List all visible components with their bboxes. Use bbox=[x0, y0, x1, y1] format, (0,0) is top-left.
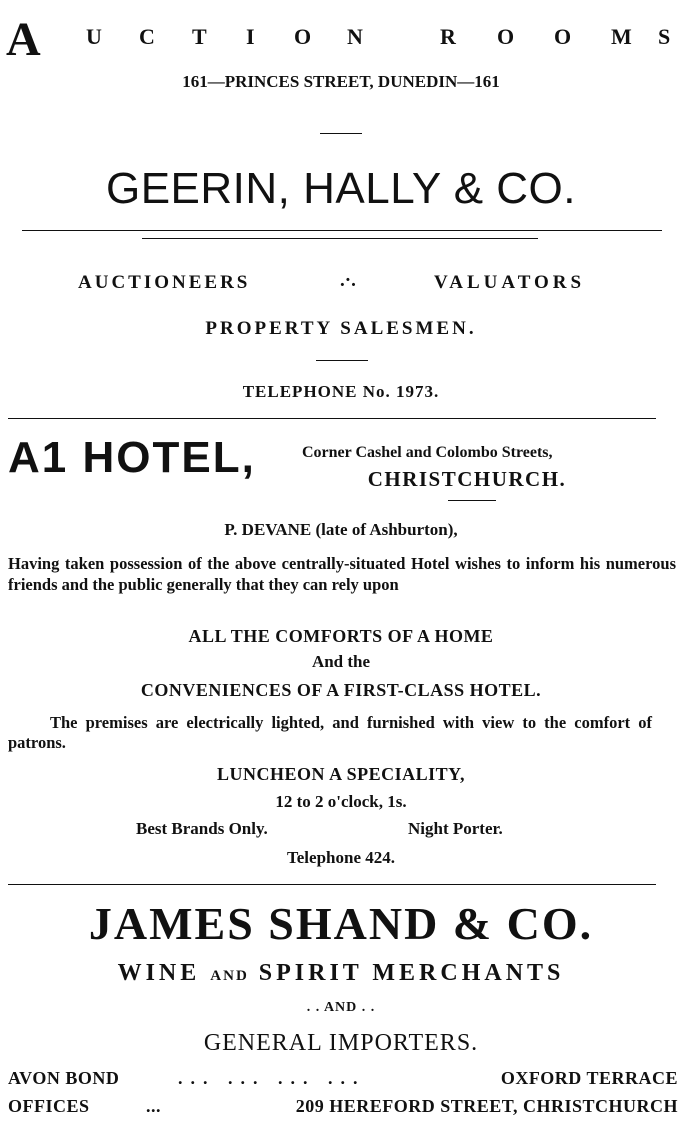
luncheon-heading: LUNCHEON A SPECIALITY, bbox=[217, 764, 465, 784]
hotel-intro-paragraph: Having taken possession of the above centrally-situated Hotel wishes to inform his numerous friends and the public generally that they can rely upon bbox=[8, 554, 676, 594]
luncheon-hours: 12 to 2 o'clock, 1s. bbox=[275, 792, 407, 811]
property-salesmen-label: PROPERTY SALESMEN. bbox=[205, 318, 477, 339]
auction-rooms-letter: T bbox=[192, 24, 208, 49]
leader-dots: ... bbox=[146, 1096, 161, 1116]
auction-rooms-letter: S bbox=[658, 24, 672, 49]
auction-rooms-letter: I bbox=[246, 24, 256, 49]
night-porter-text: Night Porter. bbox=[408, 819, 503, 838]
auction-rooms-letter: C bbox=[139, 24, 156, 49]
general-importers: GENERAL IMPORTERS. bbox=[203, 1030, 479, 1056]
wine-label: WINE bbox=[117, 960, 201, 986]
rule-below-firm bbox=[22, 230, 662, 231]
oxford-terrace-address: OXFORD TERRACE bbox=[500, 1068, 678, 1088]
and-dots-line: . . AND . . bbox=[306, 1000, 376, 1015]
auction-rooms-letter: M bbox=[611, 24, 633, 49]
avon-bond-label: AVON BOND bbox=[8, 1068, 120, 1088]
section-divider bbox=[8, 884, 656, 885]
leader-dots: ... ... ... ... bbox=[178, 1068, 366, 1088]
hotel-corner-address: Corner Cashel and Colombo Streets, bbox=[302, 444, 553, 461]
auction-rooms-letter: R bbox=[440, 24, 457, 49]
auction-rooms-letter: O bbox=[554, 24, 573, 49]
separator-dots: .·. bbox=[340, 270, 356, 291]
offices-label: OFFICES bbox=[8, 1096, 90, 1116]
firm-name-geerin-hally: GEERIN, HALLY & CO. bbox=[105, 164, 577, 213]
comforts-heading: ALL THE COMFORTS OF A HOME bbox=[188, 626, 494, 646]
short-rule bbox=[316, 360, 368, 361]
auction-rooms-initial: A bbox=[6, 13, 41, 66]
and-the-text: And the bbox=[311, 652, 371, 671]
hotel-name: A1 HOTEL, bbox=[8, 433, 256, 482]
auctioneers-label: AUCTIONEERS bbox=[78, 272, 251, 293]
short-rule bbox=[448, 500, 496, 501]
auction-address: 161—PRINCES STREET, DUNEDIN—161 bbox=[182, 72, 500, 91]
conveniences-heading: CONVENIENCES OF A FIRST-CLASS HOTEL. bbox=[140, 680, 542, 700]
auction-rooms-letter: U bbox=[86, 24, 103, 49]
valuators-label: VALUATORS bbox=[434, 272, 586, 293]
auction-rooms-letter: O bbox=[294, 24, 313, 49]
firm-name-james-shand: JAMES SHAND & CO. bbox=[88, 898, 594, 949]
and-small-caps: AND bbox=[210, 968, 249, 984]
hereford-street-address: 209 HEREFORD STREET, CHRISTCHURCH bbox=[295, 1096, 678, 1116]
hotel-city: CHRISTCHURCH. bbox=[367, 467, 567, 491]
section-divider bbox=[8, 418, 656, 419]
rule-below-firm-short bbox=[142, 238, 538, 239]
auction-telephone: TELEPHONE No. 1973. bbox=[242, 382, 440, 401]
premises-paragraph: The premises are electrically lighted, and furnished with view to the comfort of patrons. bbox=[8, 713, 652, 752]
best-brands-text: Best Brands Only. bbox=[136, 819, 268, 838]
short-rule bbox=[320, 133, 362, 134]
hotel-telephone: Telephone 424. bbox=[286, 848, 395, 867]
auction-rooms-letter: O bbox=[497, 24, 516, 49]
hotel-proprietor: P. DEVANE (late of Ashburton), bbox=[224, 520, 458, 539]
auction-rooms-letter: N bbox=[347, 24, 364, 49]
spirit-merchants-label: SPIRIT MERCHANTS bbox=[258, 960, 565, 986]
wine-spirit-merchants bbox=[0, 960, 682, 987]
